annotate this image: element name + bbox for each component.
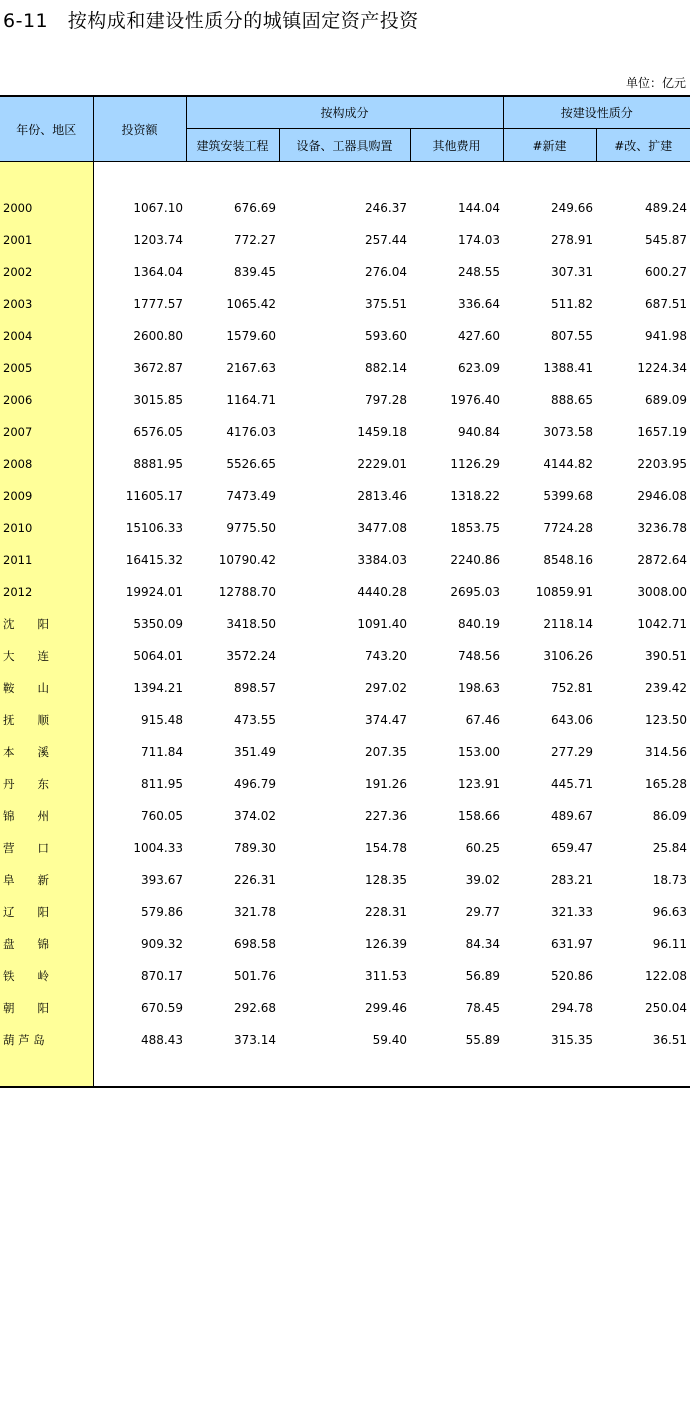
investment-cell: 811.95 (141, 777, 183, 791)
equipment-cell: 3477.08 (357, 521, 407, 535)
new-cell: 888.65 (551, 393, 594, 407)
table-row (0, 384, 690, 416)
expansion-cell: 122.08 (645, 969, 688, 983)
table-row (0, 480, 690, 512)
header-by-nature: 按建设性质分 (503, 96, 690, 129)
new-cell: 307.31 (551, 265, 594, 279)
equipment-cell: 228.31 (365, 905, 407, 919)
table-row (0, 352, 690, 384)
new-cell: 3106.26 (543, 649, 594, 663)
other-cell: 748.56 (458, 649, 501, 663)
expansion-cell: 96.11 (652, 937, 688, 951)
new-cell: 2118.14 (543, 617, 594, 631)
construction-cell: 839.45 (234, 265, 276, 279)
table-row (0, 416, 690, 448)
table-row (0, 224, 690, 256)
table-row (0, 928, 690, 960)
row-label: 2000 (0, 192, 93, 224)
new-cell: 321.33 (551, 905, 594, 919)
investment-cell: 8881.95 (133, 457, 183, 471)
expansion-cell: 239.42 (645, 681, 688, 695)
other-cell: 2695.03 (450, 585, 501, 599)
row-label: 葫 芦 岛 (0, 1024, 93, 1056)
investment-cell: 15106.33 (125, 521, 183, 535)
expansion-cell: 96.63 (652, 905, 688, 919)
new-cell: 3073.58 (543, 425, 594, 439)
row-label: 本 溪 (0, 736, 93, 768)
table-row (0, 832, 690, 864)
new-cell: 752.81 (551, 681, 594, 695)
expansion-cell: 1224.34 (637, 361, 688, 375)
table-row (0, 288, 690, 320)
investment-cell: 3015.85 (133, 393, 183, 407)
row-label: 大 连 (0, 640, 93, 672)
new-cell: 4144.82 (543, 457, 594, 471)
new-cell: 643.06 (551, 713, 594, 727)
new-cell: 294.78 (551, 1001, 594, 1015)
other-cell: 174.03 (458, 233, 501, 247)
table-row (0, 320, 690, 352)
table-row (0, 672, 690, 704)
construction-cell: 1065.42 (226, 297, 276, 311)
investment-cell: 1777.57 (133, 297, 183, 311)
header-year-region: 年份、地区 (0, 96, 93, 162)
investment-cell: 1394.21 (133, 681, 183, 695)
investment-cell: 1203.74 (133, 233, 183, 247)
expansion-cell: 3008.00 (637, 585, 688, 599)
construction-cell: 3572.24 (226, 649, 276, 663)
construction-cell: 373.14 (234, 1033, 276, 1047)
new-cell: 10859.91 (535, 585, 594, 599)
new-cell: 1388.41 (543, 361, 594, 375)
new-cell: 489.67 (551, 809, 594, 823)
expansion-cell: 314.56 (645, 745, 688, 759)
investment-table (0, 95, 690, 1088)
investment-cell: 16415.32 (125, 553, 183, 567)
table-row (0, 192, 690, 224)
row-label: 2009 (0, 480, 93, 512)
expansion-cell: 36.51 (652, 1033, 688, 1047)
row-label: 2011 (0, 544, 93, 576)
table-row (0, 800, 690, 832)
investment-cell: 393.67 (141, 873, 183, 887)
other-cell: 1318.22 (450, 489, 501, 503)
header-equipment: 设备、工器具购置 (279, 129, 410, 162)
other-cell: 248.55 (458, 265, 501, 279)
equipment-cell: 246.37 (365, 201, 407, 215)
construction-cell: 9775.50 (226, 521, 276, 535)
row-label: 2005 (0, 352, 93, 384)
investment-cell: 1067.10 (133, 201, 183, 215)
investment-cell: 915.48 (141, 713, 183, 727)
equipment-cell: 227.36 (365, 809, 407, 823)
table-row (0, 256, 690, 288)
construction-cell: 473.55 (234, 713, 276, 727)
page-title: 6-11 按构成和建设性质分的城镇固定资产投资 (3, 10, 419, 32)
row-label: 锦 州 (0, 800, 93, 832)
equipment-cell: 299.46 (365, 1001, 407, 1015)
other-cell: 623.09 (458, 361, 501, 375)
row-label: 2004 (0, 320, 93, 352)
construction-cell: 1579.60 (226, 329, 276, 343)
investment-cell: 488.43 (141, 1033, 183, 1047)
construction-cell: 7473.49 (226, 489, 276, 503)
equipment-cell: 797.28 (365, 393, 407, 407)
header-new: #新建 (503, 129, 596, 162)
equipment-cell: 191.26 (365, 777, 407, 791)
expansion-cell: 2872.64 (637, 553, 688, 567)
table-header (0, 96, 690, 162)
expansion-cell: 689.09 (645, 393, 688, 407)
investment-cell: 2600.80 (133, 329, 183, 343)
other-cell: 158.66 (458, 809, 501, 823)
row-label: 2003 (0, 288, 93, 320)
equipment-cell: 59.40 (372, 1033, 407, 1047)
other-cell: 56.89 (465, 969, 501, 983)
table-row (0, 512, 690, 544)
table-row (0, 768, 690, 800)
equipment-cell: 1459.18 (357, 425, 407, 439)
other-cell: 29.77 (465, 905, 501, 919)
construction-cell: 5526.65 (226, 457, 276, 471)
row-label: 阜 新 (0, 864, 93, 896)
investment-cell: 1364.04 (133, 265, 183, 279)
investment-cell: 579.86 (141, 905, 183, 919)
new-cell: 445.71 (551, 777, 594, 791)
equipment-cell: 375.51 (365, 297, 407, 311)
table-row (0, 576, 690, 608)
table-row (0, 704, 690, 736)
equipment-cell: 1091.40 (357, 617, 407, 631)
expansion-cell: 25.84 (652, 841, 688, 855)
row-label: 鞍 山 (0, 672, 93, 704)
construction-cell: 676.69 (234, 201, 276, 215)
new-cell: 631.97 (551, 937, 594, 951)
other-cell: 336.64 (458, 297, 501, 311)
table-row (0, 960, 690, 992)
investment-cell: 711.84 (141, 745, 183, 759)
other-cell: 1853.75 (450, 521, 501, 535)
new-cell: 5399.68 (543, 489, 594, 503)
equipment-cell: 311.53 (365, 969, 407, 983)
new-cell: 315.35 (551, 1033, 594, 1047)
row-label: 丹 东 (0, 768, 93, 800)
construction-cell: 496.79 (234, 777, 276, 791)
equipment-cell: 207.35 (365, 745, 407, 759)
construction-cell: 501.76 (234, 969, 276, 983)
construction-cell: 10790.42 (218, 553, 276, 567)
construction-cell: 292.68 (234, 1001, 276, 1015)
row-label: 盘 锦 (0, 928, 93, 960)
new-cell: 277.29 (551, 745, 594, 759)
new-cell: 278.91 (551, 233, 594, 247)
other-cell: 39.02 (465, 873, 501, 887)
unit-label: 单位：亿元 (625, 76, 686, 90)
other-cell: 940.84 (458, 425, 501, 439)
row-label: 铁 岭 (0, 960, 93, 992)
equipment-cell: 4440.28 (357, 585, 407, 599)
other-cell: 427.60 (458, 329, 501, 343)
construction-cell: 789.30 (234, 841, 276, 855)
table-body (0, 162, 690, 1088)
construction-cell: 12788.70 (218, 585, 276, 599)
expansion-cell: 3236.78 (637, 521, 688, 535)
other-cell: 67.46 (465, 713, 501, 727)
expansion-cell: 123.50 (645, 713, 688, 727)
construction-cell: 2167.63 (226, 361, 276, 375)
new-cell: 807.55 (551, 329, 594, 343)
expansion-cell: 1042.71 (637, 617, 688, 631)
row-label: 抚 顺 (0, 704, 93, 736)
expansion-cell: 600.27 (645, 265, 688, 279)
construction-cell: 3418.50 (226, 617, 276, 631)
investment-cell: 760.05 (141, 809, 183, 823)
expansion-cell: 390.51 (645, 649, 688, 663)
expansion-cell: 1657.19 (637, 425, 688, 439)
investment-cell: 1004.33 (133, 841, 183, 855)
construction-cell: 226.31 (234, 873, 276, 887)
row-label: 2007 (0, 416, 93, 448)
other-cell: 144.04 (458, 201, 501, 215)
other-cell: 1976.40 (450, 393, 501, 407)
investment-cell: 6576.05 (133, 425, 183, 439)
expansion-cell: 86.09 (652, 809, 688, 823)
new-cell: 520.86 (551, 969, 594, 983)
investment-cell: 11605.17 (125, 489, 183, 503)
expansion-cell: 18.73 (652, 873, 688, 887)
investment-cell: 5350.09 (133, 617, 183, 631)
spacer-row (0, 1056, 690, 1087)
table-row (0, 448, 690, 480)
expansion-cell: 250.04 (645, 1001, 688, 1015)
equipment-cell: 297.02 (365, 681, 407, 695)
construction-cell: 321.78 (234, 905, 276, 919)
table-row (0, 864, 690, 896)
investment-cell: 909.32 (141, 937, 183, 951)
construction-cell: 898.57 (234, 681, 276, 695)
other-cell: 84.34 (465, 937, 501, 951)
equipment-cell: 126.39 (365, 937, 407, 951)
equipment-cell: 374.47 (365, 713, 407, 727)
equipment-cell: 2813.46 (357, 489, 407, 503)
expansion-cell: 165.28 (645, 777, 688, 791)
construction-cell: 374.02 (234, 809, 276, 823)
header-other: 其他费用 (410, 129, 503, 162)
table-row (0, 544, 690, 576)
new-cell: 283.21 (551, 873, 594, 887)
row-label: 2008 (0, 448, 93, 480)
equipment-cell: 154.78 (365, 841, 407, 855)
other-cell: 153.00 (458, 745, 501, 759)
table-row (0, 736, 690, 768)
table-row (0, 992, 690, 1024)
other-cell: 123.91 (458, 777, 501, 791)
investment-cell: 670.59 (141, 1001, 183, 1015)
investment-cell: 5064.01 (133, 649, 183, 663)
row-label: 2010 (0, 512, 93, 544)
header-investment: 投资额 (93, 96, 186, 162)
new-cell: 7724.28 (543, 521, 594, 535)
row-label: 营 口 (0, 832, 93, 864)
construction-cell: 4176.03 (226, 425, 276, 439)
equipment-cell: 743.20 (365, 649, 407, 663)
new-cell: 249.66 (551, 201, 594, 215)
construction-cell: 351.49 (234, 745, 276, 759)
spacer-row (0, 162, 690, 193)
construction-cell: 1164.71 (226, 393, 276, 407)
expansion-cell: 941.98 (645, 329, 688, 343)
equipment-cell: 276.04 (365, 265, 407, 279)
header-construction: 建筑安装工程 (186, 129, 279, 162)
table-row (0, 1024, 690, 1056)
construction-cell: 772.27 (234, 233, 276, 247)
other-cell: 1126.29 (450, 457, 501, 471)
equipment-cell: 257.44 (365, 233, 407, 247)
equipment-cell: 593.60 (365, 329, 407, 343)
row-label: 2012 (0, 576, 93, 608)
expansion-cell: 687.51 (645, 297, 688, 311)
other-cell: 60.25 (465, 841, 501, 855)
row-label: 朝 阳 (0, 992, 93, 1024)
row-label: 辽 阳 (0, 896, 93, 928)
other-cell: 2240.86 (450, 553, 501, 567)
investment-cell: 19924.01 (125, 585, 183, 599)
new-cell: 8548.16 (543, 553, 594, 567)
investment-cell: 3672.87 (133, 361, 183, 375)
row-label: 2006 (0, 384, 93, 416)
other-cell: 840.19 (458, 617, 501, 631)
row-label: 2002 (0, 256, 93, 288)
row-label: 沈 阳 (0, 608, 93, 640)
expansion-cell: 2946.08 (637, 489, 688, 503)
expansion-cell: 489.24 (645, 201, 688, 215)
other-cell: 198.63 (458, 681, 501, 695)
table-row (0, 896, 690, 928)
table-row (0, 608, 690, 640)
equipment-cell: 128.35 (365, 873, 407, 887)
row-label: 2001 (0, 224, 93, 256)
investment-cell: 870.17 (141, 969, 183, 983)
header-expansion: #改、扩建 (596, 129, 690, 162)
equipment-cell: 2229.01 (357, 457, 407, 471)
other-cell: 55.89 (465, 1033, 501, 1047)
new-cell: 511.82 (551, 297, 594, 311)
equipment-cell: 3384.03 (357, 553, 407, 567)
expansion-cell: 545.87 (645, 233, 688, 247)
table-row (0, 640, 690, 672)
equipment-cell: 882.14 (365, 361, 407, 375)
construction-cell: 698.58 (234, 937, 276, 951)
expansion-cell: 2203.95 (637, 457, 688, 471)
other-cell: 78.45 (465, 1001, 501, 1015)
header-by-composition: 按构成分 (186, 96, 503, 129)
new-cell: 659.47 (551, 841, 594, 855)
